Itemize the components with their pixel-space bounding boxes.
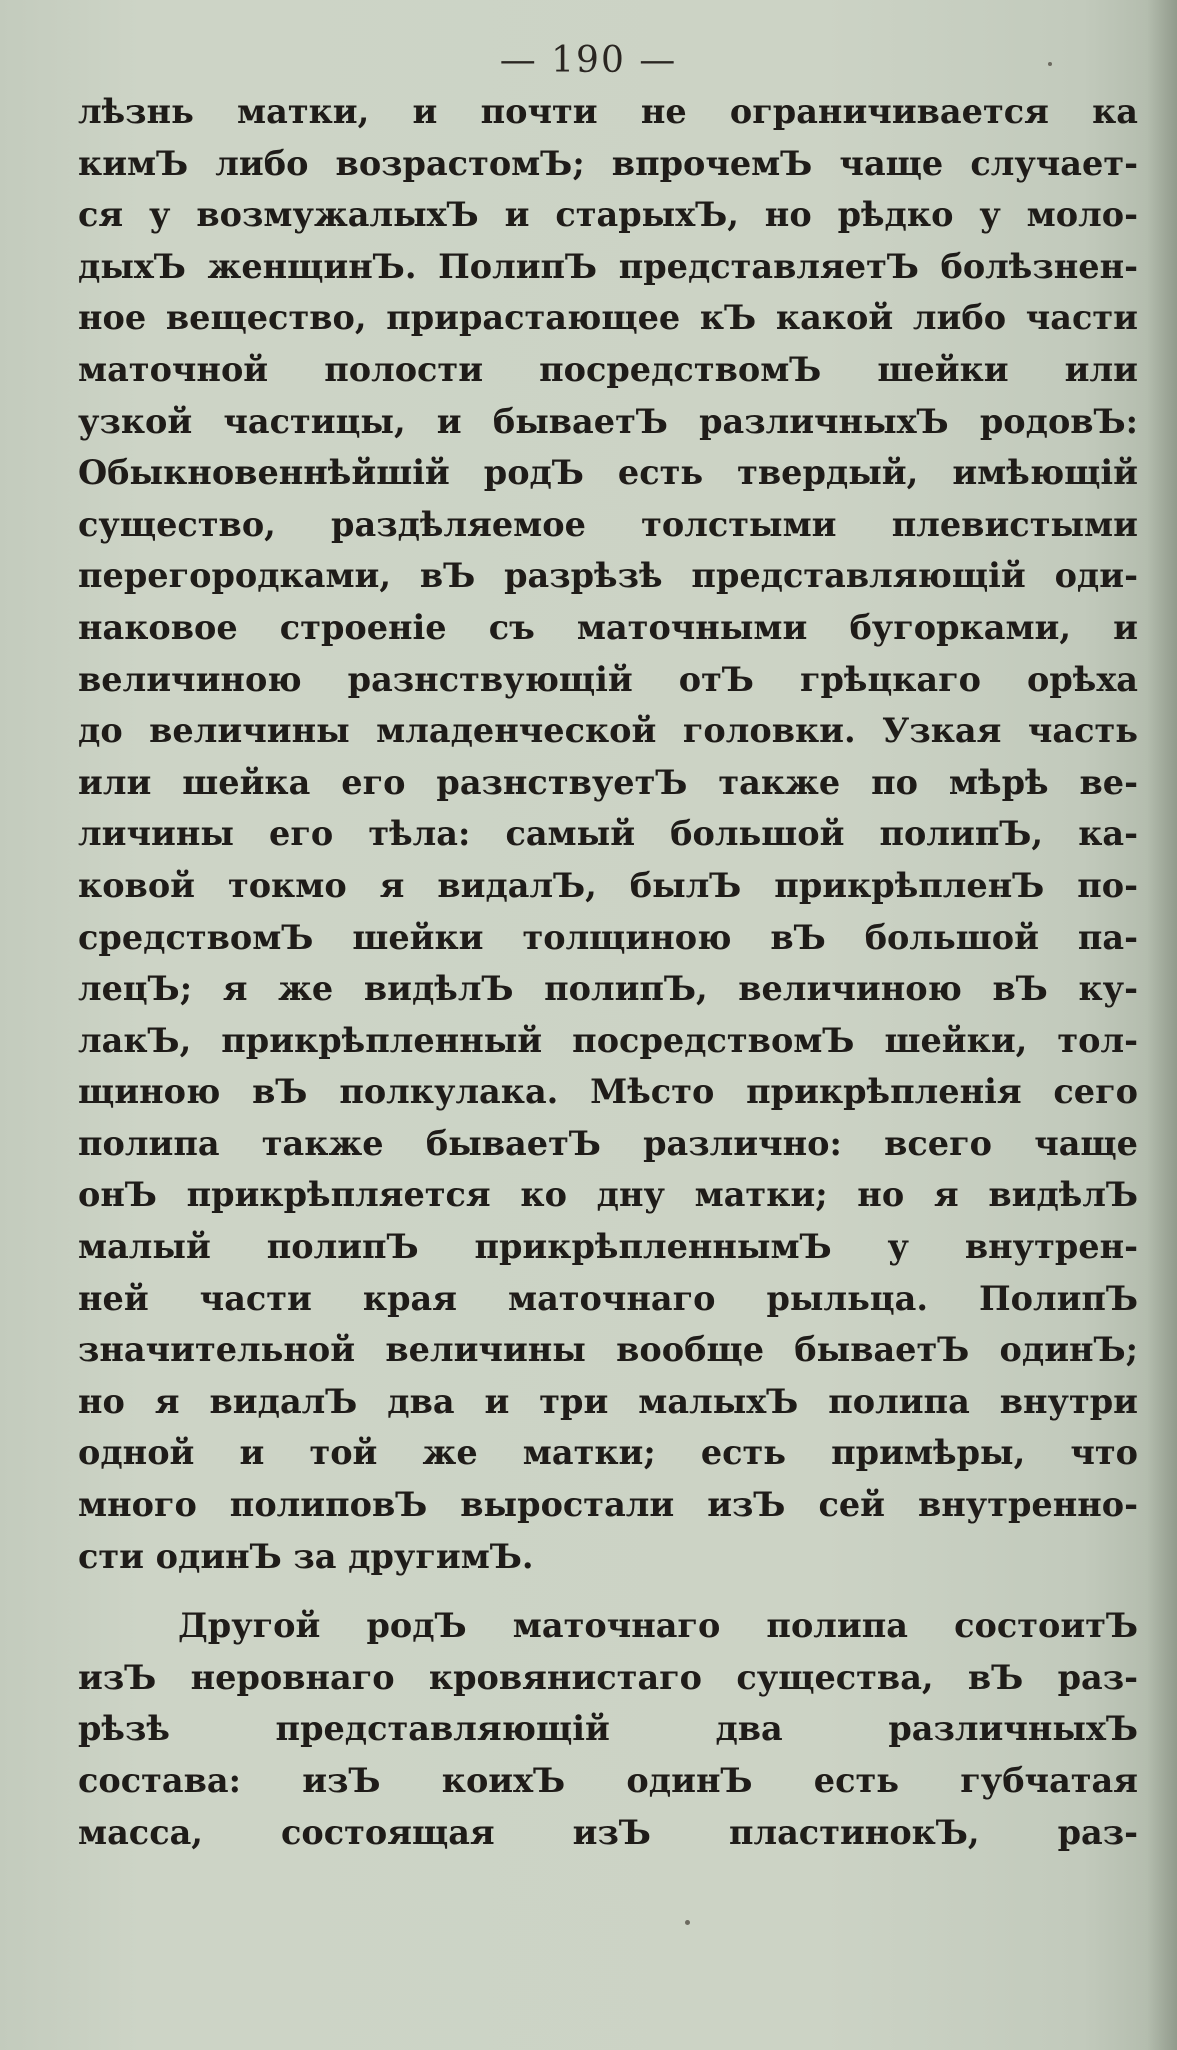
paper-speck	[685, 1920, 690, 1925]
text-line: лѣзнь матки, и почти не ограничивается ка	[78, 92, 1138, 131]
text-line: Обыкновеннѣйшій родЪ есть твердый, имѣющій	[78, 453, 1138, 493]
text-line: средствомЪ шейки толщиною вЪ большой па-	[78, 917, 1138, 957]
text-line: маточной полости посредствомЪ шейки или	[78, 349, 1138, 389]
text-line: изЪ неровнаго кровянистаго существа, вЪ раз-	[78, 1657, 1138, 1697]
text-line: масса, состоящая изЪ пластинокЪ, раз-	[78, 1812, 1138, 1852]
paper-speck	[1048, 62, 1052, 66]
text-line: значительной величины вообще бываетЪ одинЪ;	[78, 1330, 1138, 1370]
text-line: одной и той же матки; есть примѣры, что	[78, 1433, 1138, 1473]
text-line: наковое строеніе съ маточными бугорками, и	[78, 607, 1138, 647]
text-line: величиною разнствующій отЪ грѣцкаго орѣха	[78, 659, 1138, 699]
text-line: лакЪ, прикрѣпленный посредствомЪ шейки, тол-	[78, 1020, 1138, 1060]
text-line: много полиповЪ выростали изЪ сей внутренно-	[78, 1485, 1138, 1525]
paragraph-1	[78, 86, 1138, 1582]
text-line: ковой токмо я видалЪ, былЪ прикрѣпленЪ по-	[78, 865, 1138, 905]
text-line: личины его тѣла: самый большой полипЪ, ка-	[78, 814, 1138, 854]
text-line: сти одинЪ за другимЪ.	[78, 1536, 534, 1576]
page-edge-shadow	[1147, 0, 1177, 2050]
text-line: лецЪ; я же видѣлЪ полипЪ, величиною вЪ ку-	[78, 969, 1138, 1009]
text-line: ней части края маточнаго рыльца. ПолипЪ	[78, 1278, 1138, 1318]
text-line: состава: изЪ коихЪ одинЪ есть губчатая	[78, 1761, 1138, 1800]
text-line: узкой частицы, и бываетЪ различныхЪ родовЪ:	[78, 401, 1138, 441]
text-line: дыхЪ женщинЪ. ПолипЪ представляетЪ болѣзнен-	[78, 246, 1138, 286]
text-line: щиною вЪ полкулака. Мѣсто прикрѣпленія сего	[78, 1072, 1138, 1112]
text-line: ся у возмужалыхЪ и старыхЪ, но рѣдко у моло-	[78, 195, 1138, 235]
text-line: перегородками, вЪ разрѣзѣ представляющій оди-	[78, 556, 1138, 596]
text-line: ное вещество, прирастающее кЪ какой либо части	[78, 298, 1138, 338]
page-number: — 190 —	[499, 40, 678, 81]
text-line: рѣзѣ представляющій два различныхЪ	[78, 1709, 1138, 1749]
text-line: существо, раздѣляемое толстыми плевистыми	[78, 504, 1138, 544]
text-line: полипа также бываетЪ различно: всего чаще	[78, 1123, 1138, 1163]
paragraph-gap	[78, 1582, 1138, 1600]
text-line: или шейка его разнствуетЪ также по мѣрѣ ве-	[78, 762, 1138, 802]
text-line: онЪ прикрѣпляется ко дну матки; но я видѣлЪ	[78, 1175, 1138, 1215]
paragraph-2	[78, 1600, 1138, 1858]
text-line: малый полипЪ прикрѣпленнымЪ у внутрен-	[78, 1227, 1138, 1267]
text-line: но я видалЪ два и три малыхЪ полипа внутри	[78, 1381, 1138, 1421]
body-text	[78, 86, 1138, 1858]
text-line: до величины младенческой головки. Узкая часть	[78, 711, 1138, 751]
text-line: Другой родЪ маточнаго полипа состоитЪ	[178, 1606, 1138, 1646]
text-line: кимЪ либо возрастомЪ; впрочемЪ чаще случает-	[78, 143, 1138, 183]
